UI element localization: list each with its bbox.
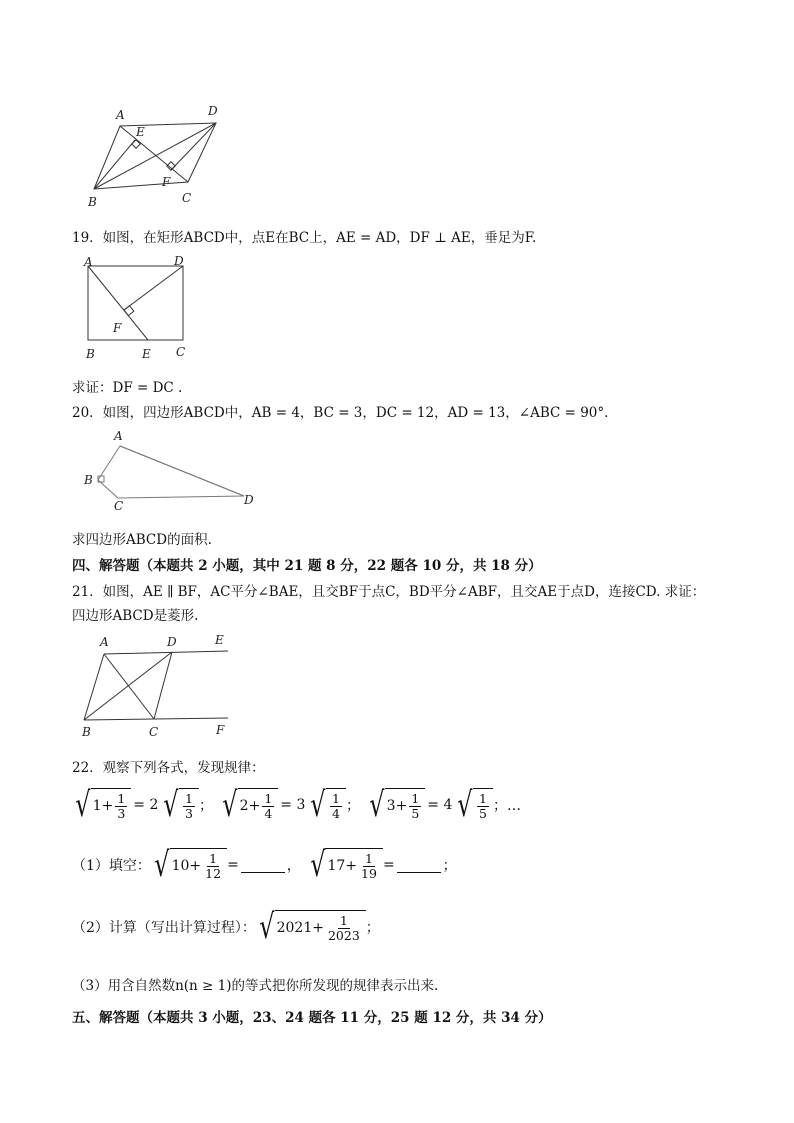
label-E: E <box>215 633 224 647</box>
part2-label: （2）计算（写出计算过程）： <box>72 920 256 936</box>
q20-ask: 求四边形ABCD的面积. <box>72 532 212 548</box>
example-2: √ 2 + $\frac{1}{4}$ = 3 √ $\frac{1}{4}$ ； <box>222 785 360 825</box>
answer-blank-2[interactable] <box>397 858 441 873</box>
section5-heading: 五、解答题（本题共 3 小题，23、24 题各 11 分，25 题 12 分，共 34 分） <box>72 1010 552 1026</box>
q20-text: 20．如图，四边形ABCD中，AB = 4，BC = 3，DC = 12，AD = 13，∠ABC = 90°. <box>72 405 609 421</box>
label-D: D <box>244 493 254 507</box>
label-B: B <box>86 347 95 361</box>
q21-line1: 21．如图，AE ∥ BF，AC平分∠BAE，且交BF于点C，BD平分∠ABF，且交AE于点D，连接CD. 求证： <box>72 584 706 600</box>
example-3: √ 3 + $\frac{1}{5}$ = 4 √ $\frac{1}{5}$ ；… <box>369 785 521 825</box>
label-B: B <box>88 195 97 209</box>
figure-q21-rhombus <box>78 630 248 738</box>
q22-examples <box>72 785 521 825</box>
label-C: C <box>114 499 124 513</box>
label-C: C <box>176 345 186 359</box>
label-C: C <box>149 725 159 738</box>
label-C: C <box>182 191 192 205</box>
label-B: B <box>84 473 93 487</box>
label-D: D <box>174 254 184 268</box>
label-A: A <box>100 635 109 649</box>
figure-parallelogram <box>78 100 238 210</box>
label-F: F <box>113 321 122 335</box>
figure-q20-quadrilateral <box>78 428 268 516</box>
label-F: F <box>162 175 171 189</box>
q19-text: 19．如图，在矩形ABCD中，点E在BC上，AE = AD，DF ⊥ AE，垂足为F. <box>72 230 537 246</box>
figure-q19-rectangle <box>80 254 200 362</box>
q22-part2: （2）计算（写出计算过程）： √ 2021 + $\frac{1}{2023}$ ； <box>72 907 380 947</box>
q22-part3: （3）用含自然数n(n ≥ 1)的等式把你所发现的规律表示出来. <box>72 978 439 994</box>
label-A: A <box>114 429 123 443</box>
label-A: A <box>116 108 125 122</box>
q19-proof: 求证：DF = DC . <box>72 380 183 396</box>
example-1: √ 1 + $\frac{1}{3}$ = 2 √ $\frac{1}{3}$ ； <box>75 785 213 825</box>
part1-label: （1）填空： <box>72 858 151 874</box>
label-E: E <box>142 347 151 361</box>
label-D: D <box>208 104 218 118</box>
label-B: B <box>82 725 91 738</box>
label-A: A <box>84 255 93 269</box>
label-D: D <box>167 635 177 649</box>
label-F: F <box>216 723 225 737</box>
answer-blank-1[interactable] <box>241 858 285 873</box>
section4-heading: 四、解答题（本题共 2 小题，其中 21 题 8 分，22 题各 10 分，共 18 分） <box>72 558 542 574</box>
q21-line2: 四边形ABCD是菱形. <box>72 608 199 624</box>
label-E: E <box>136 125 145 139</box>
q22-intro: 22．观察下列各式，发现规律： <box>72 760 265 776</box>
q22-part1: （1）填空： √ 10 + $\frac{1}{12}$ = ， √ 17 + $\frac{1}{19}$ = ； <box>72 845 457 885</box>
